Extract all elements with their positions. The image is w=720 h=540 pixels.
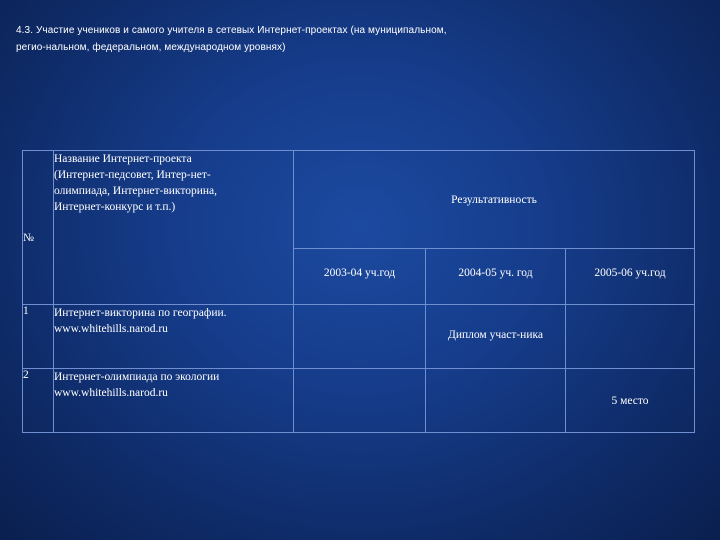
header-project-name-cell [54, 151, 294, 305]
year-cell [294, 249, 426, 305]
row-result: Диплом участ-ника [448, 329, 543, 341]
header-project-name-line: Интернет-конкурс и т.п.) [54, 201, 176, 213]
year-label: 2005-06 уч.год [594, 267, 666, 279]
year-label: 2004-05 уч. год [458, 267, 533, 279]
row-project-line: www.whitehills.narod.ru [54, 323, 168, 335]
row-result-2005-cell [566, 369, 695, 433]
row-number: 1 [23, 305, 29, 317]
page-heading [16, 22, 576, 56]
row-project-line: Интернет-викторина по географии. [54, 307, 227, 319]
row-result: 5 место [611, 395, 649, 407]
page-heading-line-1: 4.3. Участие учеников и самого учителя в сетевых Интернет-проектах (на муниципальном, [16, 25, 447, 36]
row-result-2004-cell [426, 369, 566, 433]
table-row [23, 305, 695, 369]
row-number: 2 [23, 369, 29, 381]
year-label: 2003-04 уч.год [323, 267, 396, 279]
header-number-cell [23, 151, 54, 305]
row-project-cell [54, 305, 294, 369]
table-header-row [23, 151, 695, 249]
header-project-name-line: олимпиада, Интернет-викторина, [54, 185, 218, 197]
row-project-cell [54, 369, 294, 433]
row-project-line: Интернет-олимпиада по экологии [54, 371, 220, 383]
row-number-cell [23, 305, 54, 369]
header-number: № [23, 231, 34, 244]
year-cell [426, 249, 566, 305]
year-cell [566, 249, 695, 305]
row-result-2005-cell [566, 305, 695, 369]
row-result-2003-cell [294, 369, 426, 433]
header-results-cell [294, 151, 695, 249]
header-project-name-line: Название Интернет-проекта [54, 153, 192, 165]
row-project-line: www.whitehills.narod.ru [54, 387, 168, 399]
header-project-name-line: (Интернет-педсовет, Интер-нет- [54, 169, 211, 181]
row-number-cell [23, 369, 54, 433]
row-result-2003-cell [294, 305, 426, 369]
row-result-2004-cell [426, 305, 566, 369]
header-results: Результативность [451, 193, 537, 206]
table-row [23, 369, 695, 433]
projects-table [22, 150, 695, 433]
page-heading-line-2: регио-нальном, федеральном, международном уровнях) [16, 42, 286, 53]
